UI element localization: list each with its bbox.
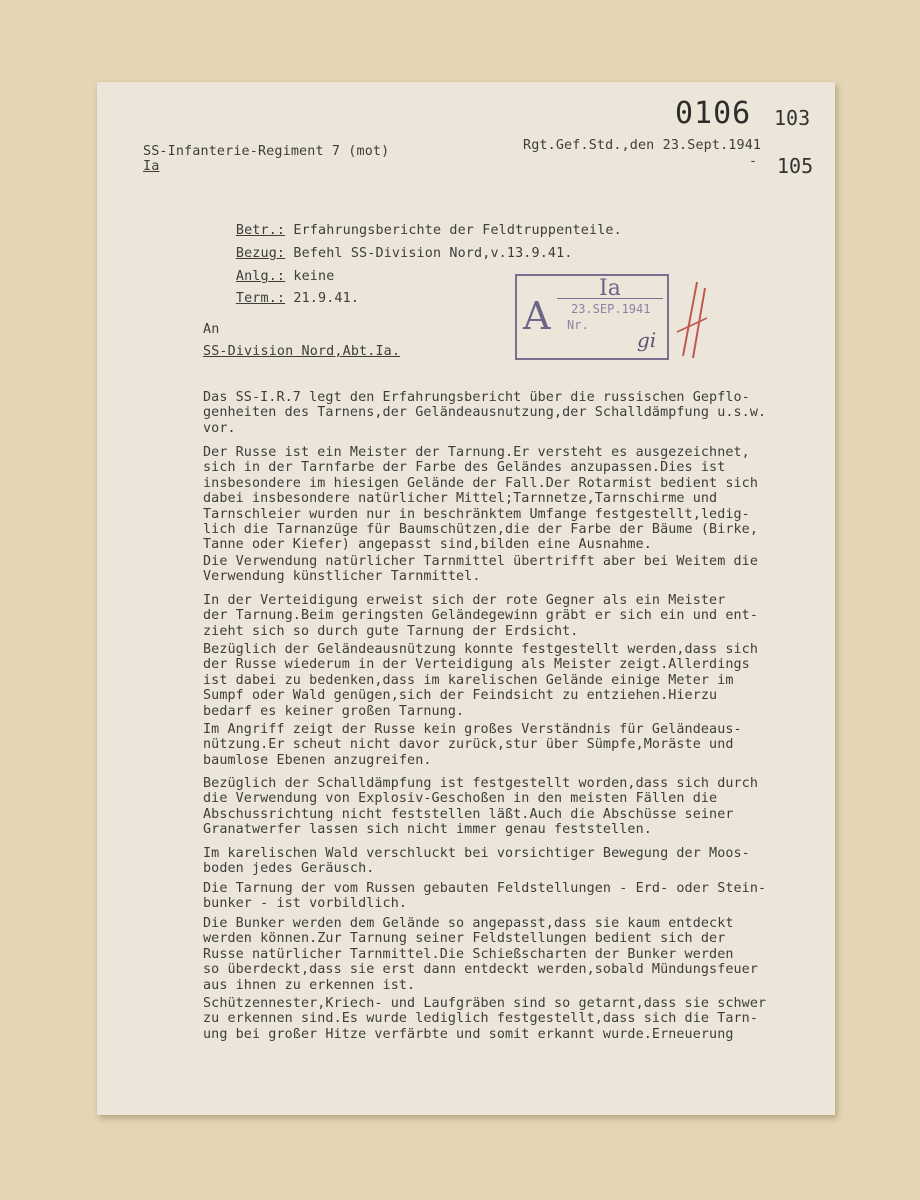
document-page (97, 82, 835, 1115)
place-date: Rgt.Gef.Std.,den 23.Sept.1941 (523, 138, 762, 153)
body-paragraph: Im Angriff zeigt der Russe kein großes Verständnis für Geländeaus- nützung.Er scheut nicht davor zurück,stur über Sümpfe,Moräste und baumlose Ebenen anzugreifen. (203, 722, 742, 768)
recipient-name: SS-Division Nord,Abt.Ia. (203, 344, 401, 359)
ref-value: 21.9.41. (293, 291, 360, 306)
page-mark: - (749, 154, 766, 169)
stamp-office: Ia (599, 276, 621, 301)
ref-value: Befehl SS-Division Nord,v.13.9.41. (293, 246, 573, 261)
body-paragraph: Bezüglich der Geländeausnützung konnte festgestellt werden,dass sich der Russe wiederum in der Verteidigung als Meister zeigt.Allerdings ist dabei zu bedenken,dass im karelischen Gelände einige Meter im Sumpf oder Wald genügen,sich der Feindsicht zu entziehen.Hierzu bedarf es keiner großen Tarnung. (203, 642, 759, 719)
body-paragraph: Bezüglich der Schalldämpfung ist festgestellt worden,dass sich durch die Verwendung von Explosiv-Geschoßen in den meisten Fällen die Abschussrichtung nicht feststellen läßt.Auch die Abschüsse seiner Granatwerfer lassen sich nicht immer genau feststellen. (203, 776, 759, 838)
sender-unit: SS-Infanterie-Regiment 7 (mot) (143, 144, 390, 159)
ref-label: Term.: (235, 291, 286, 306)
ref-label: Anlg.: (235, 269, 286, 284)
body-paragraph: Die Tarnung der vom Russen gebauten Feldstellungen - Erd- oder Stein- bunker - ist vorbildlich. (203, 881, 767, 912)
ref-value: Erfahrungsberichte der Feldtruppenteile. (293, 223, 622, 238)
stamp-reg: Nr. (567, 318, 589, 332)
red-pencil-mark (675, 278, 709, 362)
body-paragraph: Der Russe ist ein Meister der Tarnung.Er versteht es ausgezeichnet, sich in der Tarnfarbe der Farbe des Geländes anzupassen.Dies ist insbesondere im hiesigen Gelände der Fall.Der Rotarmist bedient sich dabei insbesondere natürlicher Mittel;Tarnnetze,Tarnschirme und Tarnschleier wurden nur in beschränktem Umfange festgestellt,ledig- lich die Tarnanzüge für Baumschützen,die der Farbe der Bäume (Birke, Tanne oder Kiefer) angepasst sind,bilden eine Ausnahme. (203, 445, 759, 553)
body-paragraph: Im karelischen Wald verschluckt bei vorsichtiger Bewegung der Moos- boden jedes Geräusch. (203, 846, 750, 877)
recipient-to: An (203, 322, 220, 337)
body-paragraph: Die Verwendung natürlicher Tarnmittel übertrifft aber bei Weitem die Verwendung künstlicher Tarnmittel. (203, 554, 759, 585)
ref-deadline (203, 276, 359, 321)
ref-value: keine (293, 269, 335, 284)
sender-section: Ia (143, 159, 160, 174)
stamp-initial: A (523, 294, 551, 338)
stamp-signature: gi (637, 328, 657, 352)
ref-label: Bezug: (235, 246, 286, 261)
archive-number-b: 103 (774, 106, 811, 130)
stamp-date: 23.SEP.1941 (571, 302, 651, 316)
stamp-divider (557, 298, 663, 299)
received-stamp (515, 274, 669, 360)
body-paragraph: Die Bunker werden dem Gelände so angepasst,dass sie kaum entdeckt werden können.Zur Tarnung seiner Feldstellungen bedient sich der Russe natürlicher Tarnmittel.Die Schießscharten der Bunker werden so überdeckt,dass sie erst dann entdeckt werden,sobald Mündungsfeuer aus ihnen zu erkennen ist. (203, 916, 759, 993)
page-number: 105 (777, 154, 814, 178)
ref-label: Betr.: (235, 223, 286, 238)
archive-number: 0106 (675, 96, 752, 131)
body-paragraph: Schützennester,Kriech- und Laufgräben sind so getarnt,dass sie schwer zu erkennen sind.Es wurde lediglich festgestellt,dass sich die Tarn- ung bei großer Hitze verfärbte und somit erkannt wurde.Erneuerung (203, 996, 767, 1042)
body-paragraph: In der Verteidigung erweist sich der rote Gegner als ein Meister der Tarnung.Beim geringsten Geländegewinn gräbt er sich ein und ent- zieht sich so durch gute Tarnung der Erdsicht. (203, 593, 759, 639)
body-paragraph: Das SS-I.R.7 legt den Erfahrungsbericht über die russischen Gepflo- genheiten des Tarnens,der Geländeausnutzung,der Schalldämpfung u.s.w. vor. (203, 390, 767, 436)
